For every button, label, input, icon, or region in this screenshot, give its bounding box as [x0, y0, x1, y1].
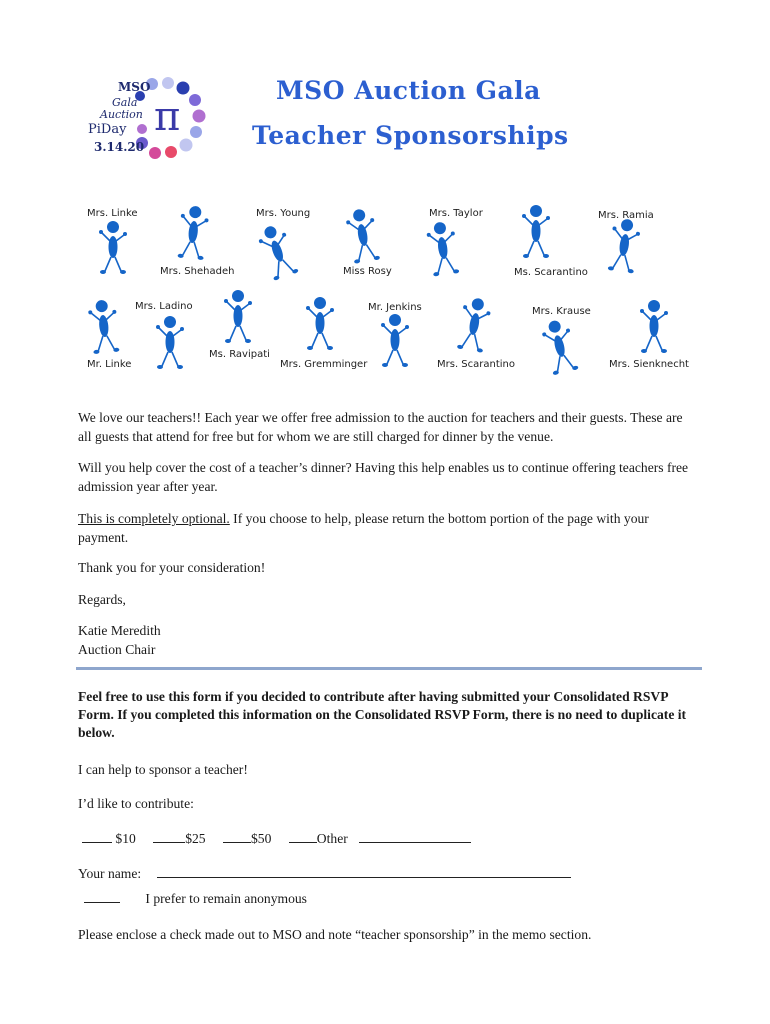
signer-title: Auction Chair — [78, 642, 156, 657]
option-50-label: $50 — [251, 831, 272, 846]
other-amount-field[interactable] — [359, 830, 471, 843]
name-label: Your name: — [78, 866, 142, 881]
teacher-figure-icon — [640, 300, 668, 353]
teacher-label: Mrs. Scarantino — [437, 359, 516, 370]
page-subtitle: Teacher Sponsorships — [252, 121, 569, 150]
teacher-figure-icon — [607, 217, 642, 273]
teacher-label: Mrs. Young — [256, 208, 311, 219]
teacher-label: Mrs. Ramia — [598, 210, 654, 221]
logo-auction: Auction — [100, 108, 143, 121]
sponsor-text: I can help to sponsor a teacher! — [78, 762, 248, 777]
logo-piday: PiDay — [88, 122, 127, 137]
teacher-figure-icon — [381, 314, 409, 367]
teacher-figure-icon — [87, 299, 120, 355]
check-note: Please enclose a check made out to MSO and note “teacher sponsorship” in the memo section. — [78, 927, 592, 942]
teacher-label: Ms. Scarantino — [514, 267, 588, 278]
option-10-label: $10 — [115, 831, 136, 846]
regards-text: Regards, — [78, 592, 126, 607]
optional-note: This is completely optional. — [78, 511, 230, 526]
intro-paragraph: We love our teachers!! Each year we offer free admission to the auction for teachers and their guests. These are all guests that attend for free but for whom we are still charged for dinner by the venue. — [78, 410, 683, 444]
signer-name: Katie Meredith — [78, 623, 161, 638]
teacher-figure-icon — [99, 221, 127, 274]
anonymous-row — [84, 889, 704, 908]
logo-gala: Gala — [112, 96, 138, 109]
thanks-paragraph: Thank you for your consideration! — [78, 560, 266, 575]
teacher-label: Mrs. Krause — [532, 306, 591, 317]
teacher-label: Mrs. Taylor — [429, 208, 483, 219]
help-paragraph: Will you help cover the cost of a teacher’s dinner? Having this help enables us to continue offering teachers free admission year after year. — [78, 460, 689, 494]
teacher-label: Mrs. Shehadeh — [160, 266, 235, 277]
logo-date: 3.14.20 — [94, 140, 145, 154]
teacher-label: Miss Rosy — [343, 266, 392, 277]
form-intro: Feel free to use this form if you decided to contribute after having submitted your Consolidated RSVP Form. If you completed this information on the Consolidated RSVP Form, there is no need to duplicate it below. — [78, 689, 687, 740]
teacher-label: Mrs. Sienknecht — [609, 359, 689, 370]
teacher-figure-icon — [540, 317, 580, 375]
teacher-figure-icon — [176, 205, 209, 261]
teacher-label: Mr. Jenkins — [368, 302, 422, 313]
teacher-figure-icon — [224, 290, 252, 343]
amount-options — [82, 829, 702, 848]
option-other-blank[interactable] — [289, 830, 317, 843]
optional-paragraph — [78, 509, 698, 547]
name-field[interactable] — [157, 865, 571, 878]
anonymous-blank[interactable] — [84, 890, 120, 903]
teacher-label: Mr. Linke — [87, 359, 132, 370]
teacher-figure-icon — [255, 222, 299, 281]
option-10-blank[interactable] — [82, 830, 112, 843]
teacher-figure-icon — [156, 316, 184, 369]
logo-mso: MSO — [118, 80, 151, 94]
teacher-figure-icon — [425, 220, 460, 276]
section-divider — [76, 667, 702, 670]
option-other-label: Other — [316, 831, 348, 846]
option-50-blank[interactable] — [223, 830, 251, 843]
option-25-label: $25 — [185, 831, 206, 846]
teacher-label: Ms. Ravipati — [209, 349, 270, 360]
teacher-label: Mrs. Ladino — [135, 301, 193, 312]
logo-pi-symbol: π — [154, 94, 181, 140]
teacher-figure-icon — [306, 297, 334, 350]
anonymous-label: I prefer to remain anonymous — [145, 891, 307, 906]
teacher-label: Mrs. Gremminger — [280, 359, 368, 370]
name-row — [78, 864, 698, 883]
teacher-figure-icon — [456, 296, 493, 353]
teacher-figure-icon — [522, 205, 550, 258]
option-25-blank[interactable] — [153, 830, 185, 843]
teacher-label: Mrs. Linke — [87, 208, 138, 219]
teacher-figures — [0, 0, 770, 400]
contribute-label: I’d like to contribute: — [78, 796, 194, 811]
teacher-figure-icon — [344, 207, 381, 264]
optional-rest: If you choose to help, please return the bottom portion of the page with your payment. — [78, 511, 649, 545]
page-title: MSO Auction Gala — [276, 76, 541, 105]
